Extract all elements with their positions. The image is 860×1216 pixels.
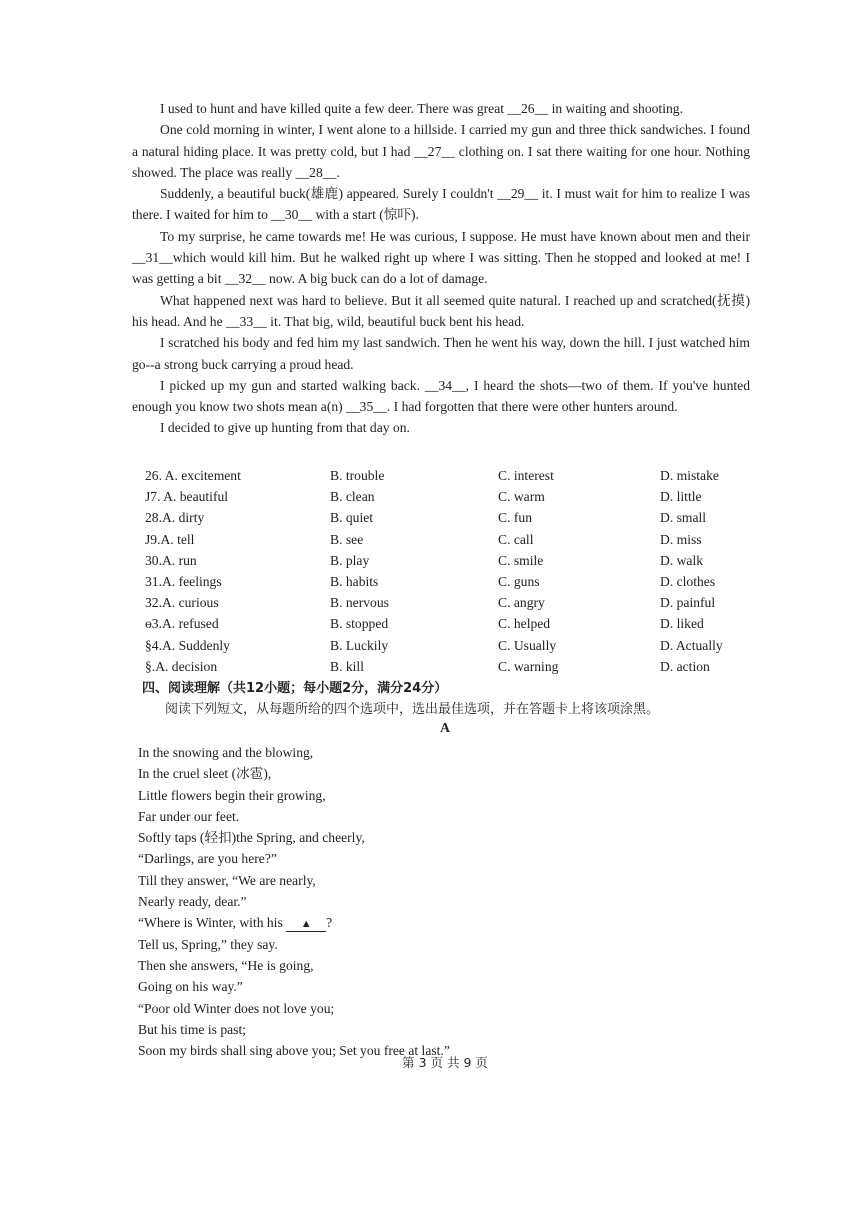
option-d: D. walk: [660, 552, 704, 568]
option-c: C. warning: [498, 658, 559, 674]
option-c: C. Usually: [498, 637, 557, 653]
option-c: C. guns: [498, 573, 540, 589]
passage-paragraph: I used to hunt and have killed quite a few deer. There was great __26__ in waiting and shooting.: [160, 101, 683, 116]
option-a: J7. A. beautiful: [145, 489, 229, 505]
option-d: D. miss: [660, 531, 702, 547]
option-b: B. habits: [330, 573, 379, 589]
option-b: B. stopped: [330, 616, 389, 632]
option-b: B. quiet: [330, 510, 374, 526]
option-b: B. clean: [330, 489, 375, 505]
option-d: D. painful: [660, 595, 716, 611]
option-row: [145, 656, 765, 677]
option-row: [145, 465, 765, 486]
option-c: C. smile: [498, 552, 544, 568]
option-row: [145, 486, 765, 507]
passage-paragraph: One cold morning in winter, I went alone to a hillside. I carried my gun and three thick sandwiches. I found a natural hiding place. It was pretty cold, but I had __27__ clothing on. I sat there waiting for one hour. Nothing showed. The place was really __28__.: [132, 122, 750, 180]
option-b: B. nervous: [330, 595, 389, 611]
option-d: D. action: [660, 658, 710, 674]
option-d: D. liked: [660, 616, 704, 632]
poem-line: Far under our feet.: [138, 808, 240, 824]
poem-line: Going on his way.”: [138, 979, 243, 995]
passage-paragraph: To my surprise, he came towards me! He was curious, I suppose. He must have known about men and their __31__which would kill him. But he walked right up where I was sitting. Then he stopped and looked at me! I was getting a bit __32__ now. A big buck can do a lot of damage.: [132, 228, 750, 287]
option-d: D. little: [660, 489, 702, 505]
passage-paragraph: I picked up my gun and started walking back. __34__, I heard the shots—two of them. If you've hunted enough you know two shots mean a(n) __35__. I had forgotten that there were other hunters around.: [132, 377, 750, 415]
option-a: 31.A. feelings: [145, 573, 222, 589]
answer-options: [145, 465, 765, 677]
option-b: B. kill: [330, 658, 364, 674]
poem-line: Then she answers, “He is going,: [138, 957, 314, 973]
option-row: [145, 613, 765, 634]
poem-line-prefix: “Where is Winter, with his: [138, 915, 283, 931]
part-label: A: [440, 720, 450, 735]
poem-line-suffix: ?: [326, 915, 333, 931]
option-b: B. see: [330, 531, 364, 547]
option-a: ɵ3.A. refused: [145, 616, 219, 632]
option-a: §4.A. Suddenly: [145, 637, 230, 653]
option-b: B. Luckily: [330, 637, 389, 653]
option-a: 30.A. run: [145, 552, 197, 568]
passage-paragraph: Suddenly, a beautiful buck(雄鹿) appeared. Surely I couldn't __29__ it. I must wait for him to realize I was there. I waited for him to __30__ with a start (惊吓).: [132, 186, 750, 223]
option-d: D. mistake: [660, 468, 719, 483]
option-row: [145, 571, 765, 592]
section-instruction: 阅读下列短文，从每题所给的四个选项中，选出最佳选项，并在答题卡上将该项涂黑。: [165, 702, 660, 717]
triangle-blank-icon: ▲: [286, 917, 326, 932]
option-c: C. call: [498, 531, 534, 547]
option-a: J9.A. tell: [145, 531, 195, 547]
passage-paragraph: I decided to give up hunting from that day on.: [160, 420, 410, 436]
passage-paragraph: What happened next was hard to believe. But it all seemed quite natural. I reached up and scratched(抚摸) his head. And he __33__ it. That big, wild, beautiful buck bent his head.: [132, 292, 750, 329]
poem-line: Tell us, Spring,” they say.: [138, 936, 278, 952]
option-a: 32.A. curious: [145, 595, 219, 611]
page-footer: 第 3 页 共 9 页: [402, 1055, 488, 1070]
poem-line-blank: [138, 912, 450, 933]
option-c: C. warm: [498, 489, 545, 505]
option-c: C. helped: [498, 616, 551, 632]
option-row: [145, 592, 765, 613]
option-d: D. Actually: [660, 637, 723, 653]
poem-line: Nearly ready, dear.”: [138, 894, 247, 910]
option-row: [145, 507, 765, 528]
poem-line: In the snowing and the blowing,: [138, 745, 314, 760]
poem-line: Till they answer, “We are nearly,: [138, 872, 316, 888]
option-d: D. clothes: [660, 573, 716, 589]
option-row: [145, 550, 765, 571]
poem-line: “Poor old Winter does not love you;: [138, 1000, 335, 1016]
option-a: 28.A. dirty: [145, 510, 205, 526]
option-row: [145, 529, 765, 550]
option-row: [145, 635, 765, 656]
passage-paragraph: I scratched his body and fed him my last sandwich. Then he went his way, down the hill. I just watched him go--a strong buck carrying a proud head.: [132, 335, 750, 372]
option-b: B. trouble: [330, 468, 385, 483]
section-title: 四、阅读理解（共12小题；每小题2分，满分24分）: [142, 681, 448, 696]
poem-line: In the cruel sleet (冰雹),: [138, 766, 272, 782]
option-a: 26. A. excitement: [145, 468, 241, 483]
cloze-passage: [132, 98, 750, 439]
poem-line: “Darlings, are you here?”: [138, 851, 277, 867]
poem: [138, 742, 450, 1061]
option-c: C. angry: [498, 595, 545, 611]
option-c: C. fun: [498, 510, 532, 526]
option-c: C. interest: [498, 468, 554, 483]
option-b: B. play: [330, 552, 370, 568]
poem-line: But his time is past;: [138, 1021, 246, 1037]
poem-line: Softly taps (轻扣)the Spring, and cheerly,: [138, 830, 365, 846]
poem-line: Soon my birds shall sing above you; Set you free at last.”: [138, 1043, 450, 1059]
poem-line: Little flowers begin their growing,: [138, 787, 326, 803]
option-a: §.A. decision: [145, 658, 218, 674]
option-d: D. small: [660, 510, 707, 526]
